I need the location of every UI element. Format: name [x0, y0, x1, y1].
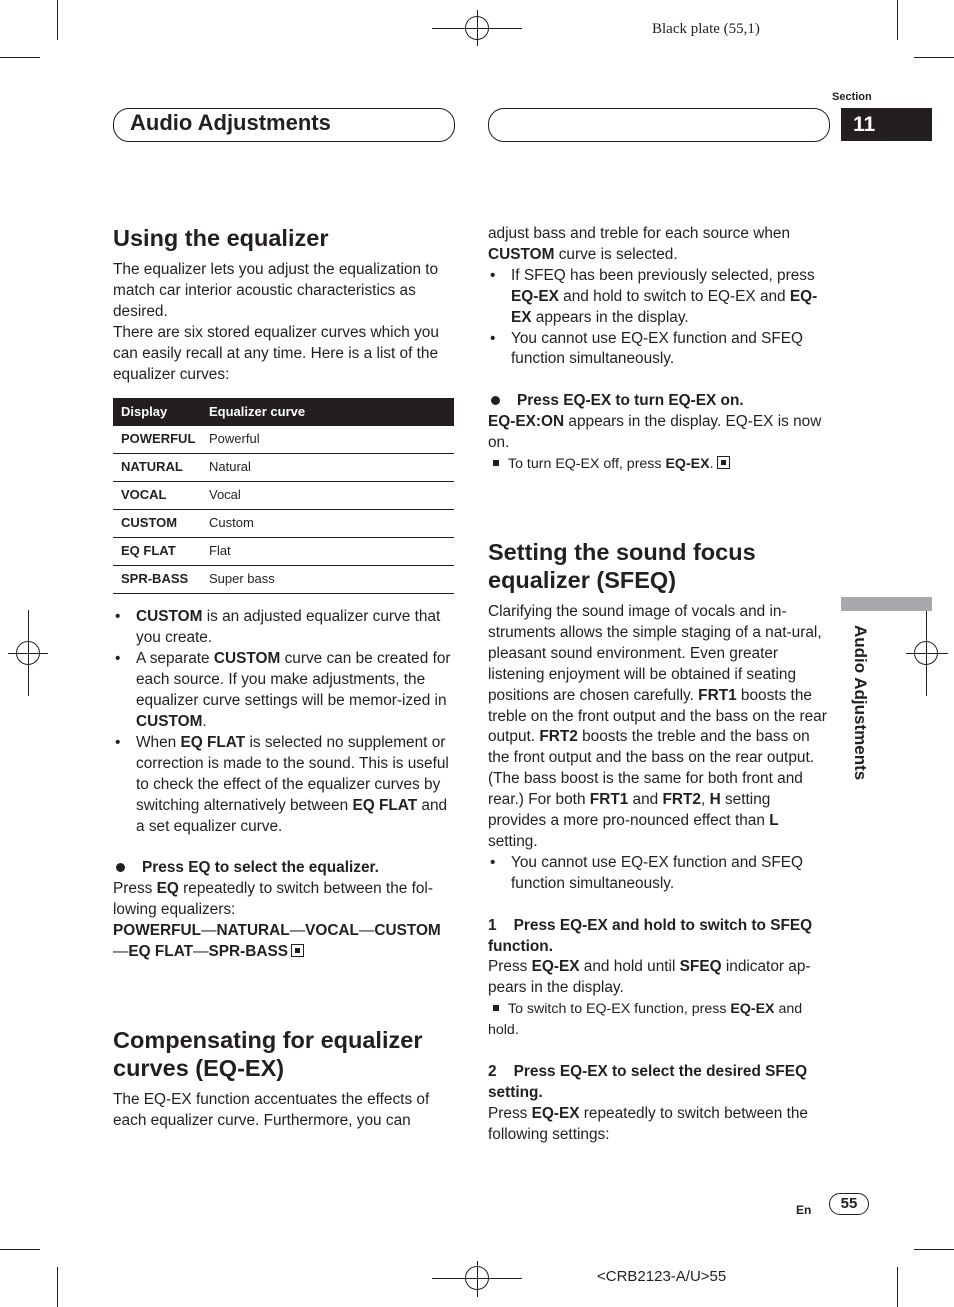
intro-paragraph: The equalizer lets you adjust the equalization to match car interior acoustic characteristics as desired.	[113, 261, 439, 320]
section-number-badge: 11	[841, 108, 932, 141]
crop-mark	[57, 1267, 58, 1307]
sidebar-vertical-label: Audio Adjustments	[851, 625, 870, 781]
intro-paragraph: There are six stored equalizer curves which you can easily recall at any time. Here is a list of the equalizer curves:	[113, 323, 439, 383]
document-code: <CRB2123-A/U>55	[597, 1268, 727, 1285]
instruction-paragraph: EQ-EX:ON appears in the display. EQ-EX is now on.	[488, 413, 822, 452]
bullet-item: • If SFEQ has been previously selected, press EQ-EX and hold to switch to EQ-EX and EQ-EX appears in the display.	[488, 266, 831, 329]
table-row: EQ FLAT Flat	[113, 538, 454, 566]
step-heading: Press EQ-EX to turn EQ-EX on.	[488, 391, 831, 412]
sidebar-tab	[841, 597, 932, 611]
bullet-item: • When EQ FLAT is selected no supplement or correction is made to the sound. This is useful to check the effect of the equalizer curves by switching alternatively between EQ FLAT and a set equalizer curve.	[113, 733, 456, 838]
table-row: SPR-BASS Super bass	[113, 566, 454, 594]
section-title-pill	[113, 108, 455, 142]
end-mark-icon	[291, 944, 304, 957]
right-column	[488, 224, 831, 1146]
equalizer-table	[113, 398, 454, 594]
plate-label: Black plate (55,1)	[652, 21, 760, 37]
crop-mark	[914, 57, 954, 58]
step-heading-1: 1 Press EQ-EX and hold to switch to SFEQ function.	[488, 916, 817, 955]
note: To turn EQ-EX off, press EQ-EX.	[488, 454, 831, 475]
bullet-item: • CUSTOM is an adjusted equalizer curve that you create.	[113, 607, 456, 649]
sfeq-paragraph: Clarifying the sound image of vocals and in-struments allows the simple staging of a nat-ural, pleasant sound environment. Even greater listening enjoyment will be obtained if seating positions are chosen carefully. FRT1 boosts the treble on the front output and the bass on the rear output. FRT2 boosts the treble and the bass on the front output and the bass on the rear output. (The bass boost is the same for both front and rear.) For both FRT1 and FRT2, H setting provides a more pro-nounced effect than L setting.	[488, 602, 827, 850]
heading-sfeq: Setting the sound focus equalizer (SFEQ)	[488, 538, 756, 593]
header-empty-pill	[488, 108, 830, 142]
bullet-list	[113, 607, 456, 837]
crop-mark	[897, 1267, 898, 1307]
crop-mark	[914, 1249, 954, 1250]
crop-mark	[897, 0, 898, 40]
crop-mark	[0, 1249, 40, 1250]
section-label: Section	[832, 91, 872, 103]
heading-using-equalizer: Using the equalizer	[113, 225, 329, 251]
instruction-paragraph: Press EQ-EX and hold until SFEQ indicator ap-pears in the display.	[488, 958, 811, 997]
table-row: POWERFUL Powerful	[113, 426, 454, 454]
step-dot-icon	[116, 863, 125, 872]
table-row: CUSTOM Custom	[113, 510, 454, 538]
left-column	[113, 224, 456, 1132]
note: To switch to EQ-EX function, press EQ-EX and hold.	[488, 1001, 803, 1039]
table-header-row	[113, 398, 454, 426]
table-header: Display	[113, 398, 201, 426]
note-square-icon	[493, 1005, 499, 1011]
continued-paragraph: adjust bass and treble for each source when CUSTOM curve is selected.	[488, 225, 791, 263]
crop-mark	[0, 57, 40, 58]
section-title: Audio Adjustments	[130, 110, 331, 135]
page-number: 55	[829, 1193, 869, 1215]
end-mark-icon	[717, 456, 730, 469]
table-row: NATURAL Natural	[113, 454, 454, 482]
heading-compensating: Compensating for equalizer curves (EQ-EX)	[113, 1026, 423, 1081]
crop-mark	[57, 0, 58, 40]
bullet-item: • You cannot use EQ-EX function and SFEQ function simultaneously.	[488, 853, 831, 895]
table-row: VOCAL Vocal	[113, 482, 454, 510]
instruction-paragraph: Press EQ-EX repeatedly to switch between the following settings:	[488, 1104, 808, 1143]
bullet-item: • A separate CUSTOM curve can be created for each source. If you make adjustments, the equalizer curve settings will be memor-ized in CUSTOM.	[113, 649, 456, 733]
eqex-paragraph: The EQ-EX function accentuates the effects of each equalizer curve. Furthermore, you can	[113, 1090, 430, 1129]
step-heading-2: 2 Press EQ-EX to select the desired SFEQ setting.	[488, 1063, 812, 1101]
note-square-icon	[493, 460, 499, 466]
step-heading: Press EQ to select the equalizer.	[113, 858, 456, 879]
equalizer-sequence: POWERFUL—NATURAL—VOCAL—CUSTOM —EQ FLAT—SPR-BASS	[113, 922, 441, 961]
step-dot-icon	[491, 396, 500, 405]
table-header: Equalizer curve	[201, 398, 454, 426]
bullet-item: • You cannot use EQ-EX function and SFEQ function simultaneously.	[488, 329, 831, 371]
language-label: En	[796, 1203, 812, 1217]
instruction-paragraph: Press EQ repeatedly to switch between the fol-lowing equalizers:	[113, 880, 433, 919]
